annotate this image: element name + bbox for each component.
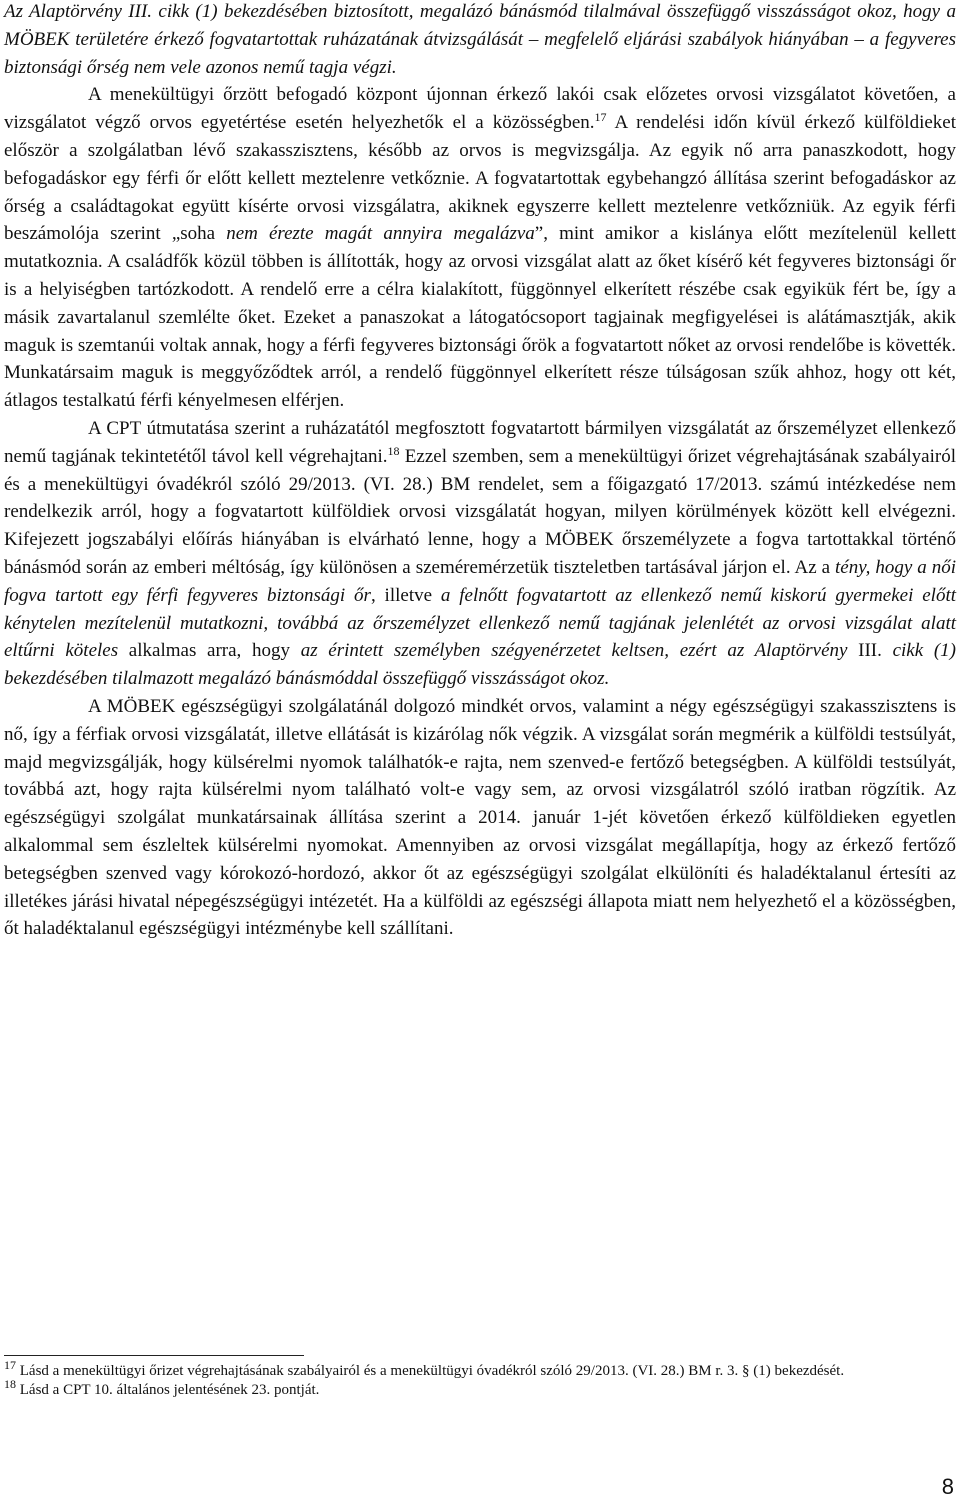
footnote-reference[interactable]: 17 [594, 110, 607, 125]
text-run: , illetve [370, 584, 441, 606]
paragraph [4, 81, 956, 415]
text-run: az érintett személyben szégyenérzetet keltsen, ezért az Alaptörvény [300, 640, 848, 662]
text-run: cikk (1) bekezdésében tilalmazott megalázó bánásmóddal összefüggő visszásságot okoz. [4, 640, 956, 690]
text-run: A MÖBEK egészségügyi szolgálatánál dolgozó mindkét orvos, valamint a négy egészségügyi szakasszisztens is nő, így a férfiak orvosi vizsgálatát, illetve ellátását is kizárólag nők végzik. A vizsgálat során megmérik a külföldi testsúlyát, majd megvizsgálják, hogy külsérelmi nyomok találhatók-e rajta, nem szenved-e fertőző betegségben. A külföldi testsúlyát, továbbá azt, hogy rajta külsérelmi nyom található volt-e vagy sem, az orvosi vizsgálatról szóló iratban rögzítik. Az egészségügyi szolgálat munkatársainak állítása szerint a 2014. január 1-jét követően érkező külföldieken egyetlen alkalommal sem észleltek külsérelmi nyomokat. Amennyiben az orvosi vizsgálat megállapítja, hogy az érkező fertőző betegségben szenved vagy kórokozó-hordozó, akkor őt az egészségügyi szolgálat elkülöníti és haladéktalanul értesíti az illetékes járási hivatal népegészségügyi intézetét. Ha a külföldi az egészségi állapota miatt nem helyezhető el a közösségben, őt haladéktalanul egészségügyi intézménybe kell szállítani. [4, 695, 956, 940]
document-body [4, 0, 956, 943]
footnote-18-number: 18 [4, 1377, 16, 1391]
footnote-18-text: Lásd a CPT 10. általános jelentésének 23. pontját. [16, 1382, 320, 1398]
text-run: Az Alaptörvény III. cikk (1) bekezdésében biztosított, megalázó bánásmód tilalmával összefüggő visszásságot okoz, hogy a MÖBEK területére érkező fogvatartottak ruházatának átvizsgálását – megfelelő eljárási szabályok hiányában – a fegyveres biztonsági őrség nem vele azonos nemű tagja végzi. [4, 1, 956, 78]
text-run: III. [847, 640, 893, 662]
footnote-reference[interactable]: 18 [387, 443, 400, 458]
footnote-18 [4, 1377, 956, 1400]
footnote-17 [4, 1358, 956, 1381]
text-run: A CPT útmutatása szerint a ruházatától megfosztott fogvatartott bármilyen vizsgálatát az őrszemélyzet ellenkező nemű tagjának tekintetétől távol kell végrehajtani. [4, 417, 956, 467]
text-run: tény, hogy a női fogva tartott egy férfi fegyveres biztonsági őr [4, 556, 956, 606]
footnote-17-number: 17 [4, 1358, 16, 1372]
page-number: 8 [941, 1474, 954, 1499]
footnotes-section [4, 1355, 956, 1400]
text-run: ”, mint amikor a kislánya előtt mezítelenül kellett mutatkoznia. A családfők közül többen is állították, hogy az orvosi vizsgálat alatt az őket kísérő két fegyveres biztonsági őr is a helyiségben tartózkodott. A rendelő erre a célra kialakított, függönnyel elkerített részébe csak egyikük fért be, így a másik zavartalanul szemlélte őket. Ezeket a panaszokat a látogatócsoport tagjainak megfigyelései is alátámasztják, akik maguk is szemtanúi voltak annak, hogy a férfi fegyveres biztonsági őrök a fogvatartott nőket az orvosi rendelőbe is követték. Munkatársaim maguk is meggyőződtek arról, a rendelő függönnyel elkerített része túlságosan szűk ahhoz, hogy ott két, átlagos testalkatú férfi kényelmesen elférjen. [4, 223, 956, 412]
text-run: Ezzel szemben, sem a menekültügyi őrizet végrehajtásának szabályairól és a menekültügyi óvadékról szóló 29/2013. (VI. 28.) BM rendelet, sem a főigazgató 17/2013. számú intézkedése nem rendelkezik arról, hogy a fogvatartott külföldiek orvosi vizsgálatát hogyan, milyen körülmények között kell elvégezni. Kifejezett jogszabályi előírás hiányában is elvárható lenne, hogy a MÖBEK őrszemélyzete a fogva tartottakkal történő bánásmód során az emberi méltóság, így különösen a szeméremérzetük tiszteletben tartásával járjon el. Az a [4, 445, 956, 578]
text-run: alkalmas arra, hogy [118, 640, 301, 662]
text-run: a felnőtt fogvatartott az ellenkező nemű kiskorú gyermekei előtt kénytelen mezítelenül mutatkozni, továbbá az őrszemélyzet ellenkező nemű tagjának jelenlétét az orvosi vizsgálat alatt eltűrni köteles [4, 584, 957, 662]
paragraph [4, 0, 956, 81]
paragraph [4, 693, 956, 943]
text-run: nem érezte magát annyira megalázva [226, 223, 535, 245]
paragraph [4, 415, 956, 693]
text-run: A menekültügyi őrzött befogadó központ újonnan érkező lakói csak előzetes orvosi vizsgálatot követően, a vizsgálatot végző orvos egyetértése esetén helyezhetők el a közösségben. [4, 84, 956, 134]
text-run: A rendelési időn kívül érkező külföldieket először a szolgálatban lévő szakasszisztens, később az orvos is megvizsgálja. Az egyik nő arra panaszkodott, hogy befogadáskor egy férfi őr előtt kellett meztelenre vetkőznie. A fogvatartottak egybehangzó állítása szerint befogadáskor az őrség a családtagokat együtt kísérte orvosi vizsgálatra, akiknek egyszerre kellett meztelenre vetkőzniük. Az egyik férfi beszámolója szerint „soha [4, 112, 956, 245]
footnote-separator [4, 1355, 304, 1356]
footnote-17-text: Lásd a menekültügyi őrizet végrehajtásának szabályairól és a menekültügyi óvadékról szóló 29/2013. (VI. 28.) BM r. 3. § (1) bekezdését. [16, 1363, 845, 1379]
